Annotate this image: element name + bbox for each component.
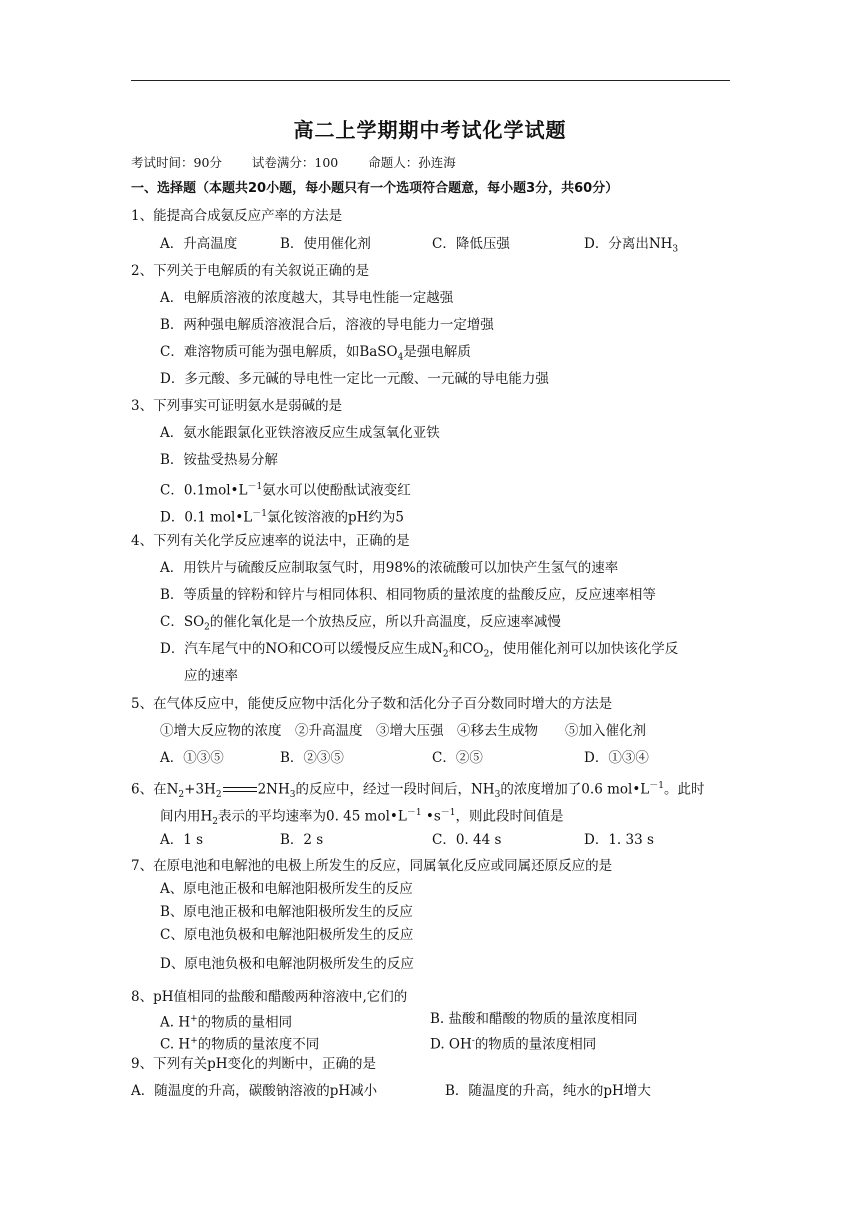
q2-option-a: A．电解质溶液的浓度越大，其导电性能一定越强 [160,290,454,306]
section-heading: 一、选择题（本题共20小题，每小题只有一个选项符合题意，每小题3分，共60分） [131,181,619,196]
q5-option-b: B．②③⑤ [280,750,344,766]
q6-option-c: C．0. 44 s [432,832,502,848]
q5-option-a: A．①③⑤ [160,750,224,766]
q8-option-b: B. 盐酸和醋酸的物质的量浓度相同 [430,1011,638,1027]
q1-option-c: C．降低压强 [432,236,510,252]
q4-option-c: C．$SO_2$的催化氧化是一个放热反应，所以升高温度，反应速率减慢 [160,614,561,633]
q4-option-a: A．用铁片与硫酸反应制取氢气时，用98%的浓硫酸可以加快产生氢气的速率 [160,560,619,576]
q1-option-b: B．使用催化剂 [280,236,371,252]
q6-option-d: D．1. 33 s [584,832,654,848]
q6-stem: 6、在$N_2+3H_2$ $2NH_3$的反应中，经过一段时间后，$NH_3$的浓度增加了0.6 $mol•L^{-1}$。此时 [131,781,705,801]
q9-option-a: A．随温度的升高，碳酸钠溶液的pH减小 [131,1083,378,1099]
q3-option-d: D．0.1 $mol•L^{-1}$氯化铵溶液的pH约为5 [160,509,405,526]
q1-option-a: A．升高温度 [160,236,238,252]
q7-stem: 7、在原电池和电解池的电极上所发生的反应，同属氧化反应或同属还原反应的是 [131,858,613,874]
q8-option-d: D. OH-的物质的量浓度相同 [430,1036,597,1053]
q1-option-d: D．分离出$NH_3$ [584,236,679,255]
q9-option-b: B．随温度的升高，纯水的pH增大 [445,1083,651,1099]
q7-option-d: D、原电池负极和电解池阴极所发生的反应 [160,956,414,972]
q8-option-c: C. H+的物质的量浓度不同 [160,1036,320,1053]
q4-stem: 4、下列有关化学反应速率的说法中，正确的是 [131,533,410,549]
q2-option-b: B．两种强电解质溶液混合后，溶液的导电能力一定增强 [160,317,494,333]
q8-stem: 8、pH值相同的盐酸和醋酸两种溶液中,它们的 [131,989,408,1005]
equilibrium-arrow-icon [223,785,257,795]
exam-meta [131,153,486,171]
q3-option-a: A．氨水能跟氯化亚铁溶液反应生成氢氧化亚铁 [160,425,440,441]
q2-option-d: D．多元酸、多元碱的导电性一定比一元酸、一元碱的导电能力强 [160,371,549,387]
q4-option-d: D．汽车尾气中的NO和CO可以缓慢反应生成$N_2$和$CO_2$，使用催化剂可以加快该化学反 [160,641,679,660]
q4-option-d-continued: 应的速率 [184,668,238,684]
q8-option-a: A. H+的物质的量相同 [160,1014,293,1031]
q5-option-c: C．②⑤ [432,750,483,766]
q4-option-b: B．等质量的锌粉和锌片与相同体积、相同物质的量浓度的盐酸反应，反应速率相等 [160,587,656,603]
q6-stem-continued: 间内用$H_2$表示的平均速率为0. 45 $mol•L^{-1}$ $•s^{-1}$，则此段时间值是 [160,808,564,828]
exam-time: 考试时间：90分 [131,155,222,170]
q9-stem: 9、下列有关pH变化的判断中，正确的是 [131,1056,377,1072]
q1-stem: 1、能提高合成氨反应产率的方法是 [131,208,343,224]
q5-items: ①增大反应物的浓度 ②升高温度 ③增大压强 ④移去生成物 ⑤加入催化剂 [160,723,646,739]
q2-option-c: C．难溶物质可能为强电解质，如BaSO$_4$是强电解质 [160,344,471,363]
q5-option-d: D．①③④ [584,750,649,766]
author: 命题人：孙连海 [368,155,456,170]
q6-option-b: B．2 s [280,832,324,848]
q7-option-b: B、原电池正极和电解池阳极所发生的反应 [160,904,413,920]
q7-option-a: A、原电池正极和电解池阳极所发生的反应 [160,881,413,897]
q6-option-a: A．1 s [160,832,204,848]
q3-option-c: C．$0.1mol•L^{-1}$氨水可以使酚酞试液变红 [160,482,411,499]
q5-stem: 5、在气体反应中，能使反应物中活化分子数和活化分子百分数同时增大的方法是 [131,696,613,712]
page-title: 高二上学期期中考试化学试题 [293,118,567,142]
q2-stem: 2、下列关于电解质的有关叙说正确的是 [131,263,370,279]
q3-option-b: B．铵盐受热易分解 [160,452,278,468]
full-score: 试卷满分：100 [251,155,339,170]
header-rule [131,80,730,81]
q7-option-c: C、原电池负极和电解池阳极所发生的反应 [160,927,414,943]
q3-stem: 3、下列事实可证明氨水是弱碱的是 [131,398,343,414]
